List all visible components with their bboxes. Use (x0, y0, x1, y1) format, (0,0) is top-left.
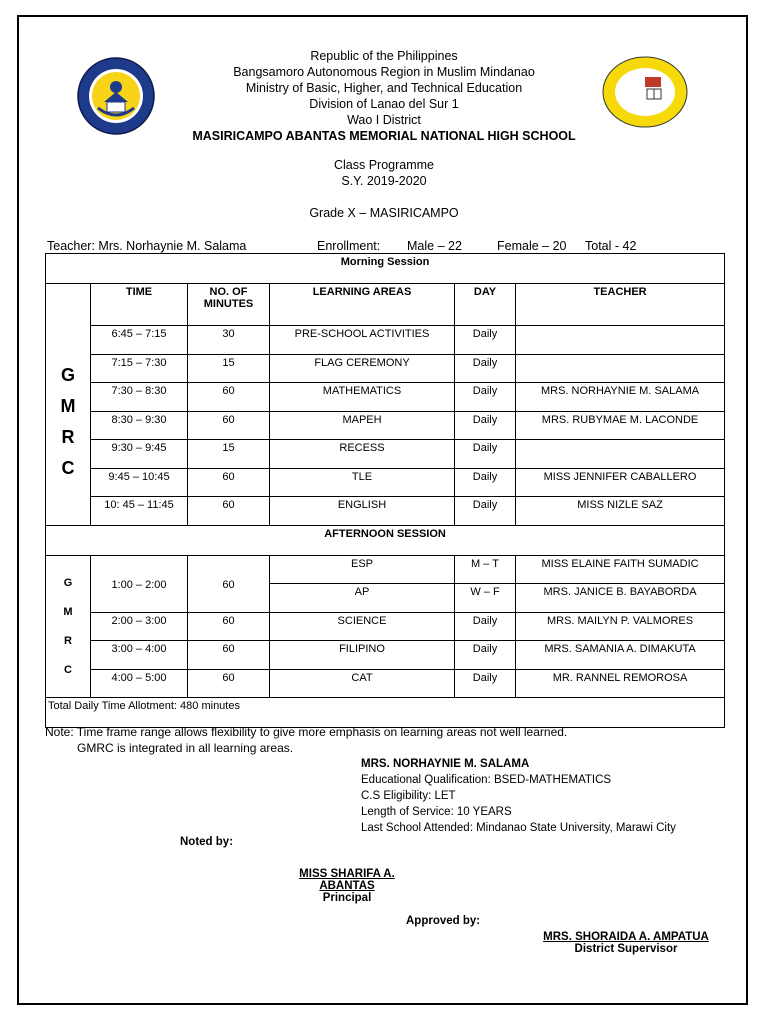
teacher-info-block (361, 756, 676, 836)
gmrc-letter: R (64, 635, 72, 648)
document-header (0, 48, 768, 144)
teacher-label: Teacher: Mrs. Norhaynie M. Salama (47, 239, 247, 253)
area-cell: FILIPINO (270, 641, 455, 670)
teacher-cell: MISS JENNIFER CABALLERO (516, 468, 725, 497)
teacher-cell: MRS. SAMANIA A. DIMAKUTA (516, 641, 725, 670)
time-cell: 2:00 – 3:00 (91, 612, 188, 641)
column-header: LEARNING AREAS (270, 284, 455, 326)
minutes-cell: 60 (188, 411, 270, 440)
minutes-cell: 60 (188, 383, 270, 412)
time-cell: 7:15 – 7:30 (91, 354, 188, 383)
time-cell: 1:00 – 2:00 (91, 555, 188, 612)
area-cell: CAT (270, 669, 455, 698)
school-year: S.Y. 2019-2020 (341, 174, 427, 188)
area-cell: ENGLISH (270, 497, 455, 526)
note-text: Note: Time frame range allows flexibility to give more emphasis on learning areas not well learned. (45, 725, 568, 739)
teacher-cell: MRS. MAILYN P. VALMORES (516, 612, 725, 641)
school-name: MASIRICAMPO ABANTAS MEMORIAL NATIONAL HIGH SCHOOL (192, 129, 576, 143)
day-cell: Daily (455, 468, 516, 497)
program-title: Class Programme (333, 158, 435, 172)
teacher-cell (516, 354, 725, 383)
area-cell: RECESS (270, 440, 455, 469)
teacher-last-school: Last School Attended: Mindanao State University, Marawi City (361, 822, 676, 834)
supervisor-signature (541, 931, 711, 955)
column-header: TEACHER (516, 284, 725, 326)
gmrc-vertical-label-pm (46, 555, 91, 698)
approved-by-label: Approved by: (406, 915, 481, 927)
time-cell: 9:45 – 10:45 (91, 468, 188, 497)
total-allotment-row (46, 698, 725, 728)
teacher-cell: MRS. NORHAYNIE M. SALAMA (516, 383, 725, 412)
principal-title: Principal (322, 892, 372, 904)
area-cell: FLAG CEREMONY (270, 354, 455, 383)
table-row (46, 555, 725, 584)
grade-section: Grade X – MASIRICAMPO (309, 206, 459, 220)
table-row (46, 468, 725, 497)
teacher-eligibility: C.S Eligibility: LET (361, 790, 456, 802)
time-cell: 8:30 – 9:30 (91, 411, 188, 440)
day-cell: Daily (455, 440, 516, 469)
teacher-cell: MRS. JANICE B. BAYABORDA (516, 584, 725, 613)
table-row (46, 612, 725, 641)
teacher-cell (516, 440, 725, 469)
minutes-cell: 15 (188, 440, 270, 469)
gmrc-letter: R (61, 427, 75, 448)
day-cell: Daily (455, 354, 516, 383)
table-row (46, 497, 725, 526)
principal-name: MISS SHARIFA A. ABANTAS (299, 868, 395, 892)
column-header: DAY (455, 284, 516, 326)
header-line: Wao I District (347, 113, 421, 127)
supervisor-name: MRS. SHORAIDA A. AMPATUA (543, 931, 709, 943)
total-allotment: Total Daily Time Allotment: 480 minutes (46, 698, 725, 728)
day-cell: Daily (455, 641, 516, 670)
noted-by-label: Noted by: (180, 836, 234, 848)
minutes-cell: 30 (188, 326, 270, 355)
morning-session-title: Morning Session (46, 254, 725, 284)
teacher-cell: MR. RANNEL REMOROSA (516, 669, 725, 698)
area-cell: PRE-SCHOOL ACTIVITIES (270, 326, 455, 355)
column-header: TIME (91, 284, 188, 326)
column-header: NO. OF MINUTES (188, 284, 270, 326)
day-cell: M – T (455, 555, 516, 584)
area-cell: MAPEH (270, 411, 455, 440)
time-cell: 4:00 – 5:00 (91, 669, 188, 698)
table-row (46, 411, 725, 440)
teacher-cell (516, 326, 725, 355)
gmrc-letter: C (61, 458, 75, 479)
male-count: Male – 22 (407, 239, 462, 253)
time-cell: 9:30 – 9:45 (91, 440, 188, 469)
supervisor-title: District Supervisor (574, 943, 678, 955)
day-cell: Daily (455, 612, 516, 641)
time-cell: 6:45 – 7:15 (91, 326, 188, 355)
gmrc-letter: C (64, 664, 72, 677)
teacher-cell: MRS. RUBYMAE M. LACONDE (516, 411, 725, 440)
gmrc-vertical-label (46, 284, 91, 526)
header-line: Bangsamoro Autonomous Region in Muslim Mindanao (233, 65, 535, 79)
gmrc-letter: M (60, 396, 76, 417)
notes-block (45, 724, 567, 756)
time-cell: 10: 45 – 11:45 (91, 497, 188, 526)
teacher-service: Length of Service: 10 YEARS (361, 806, 512, 818)
header-line: Ministry of Basic, Higher, and Technical Education (245, 81, 523, 95)
header-line: Republic of the Philippines (310, 49, 458, 63)
principal-signature (272, 868, 422, 904)
day-cell: W – F (455, 584, 516, 613)
enrollment-label: Enrollment: (317, 239, 381, 253)
table-row (46, 641, 725, 670)
note-text: GMRC is integrated in all learning areas. (77, 741, 294, 755)
teacher-qualification: Educational Qualification: BSED-MATHEMATICS (361, 774, 612, 786)
minutes-cell: 60 (188, 669, 270, 698)
afternoon-session-title: AFTERNOON SESSION (46, 525, 725, 555)
day-cell: Daily (455, 497, 516, 526)
table-row (46, 354, 725, 383)
table-row (46, 440, 725, 469)
gmrc-letter: M (63, 606, 73, 619)
table-row (46, 383, 725, 412)
table-row (46, 326, 725, 355)
minutes-cell: 60 (188, 555, 270, 612)
teacher-cell: MISS NIZLE SAZ (516, 497, 725, 526)
teacher-cell: MISS ELAINE FAITH SUMADIC (516, 555, 725, 584)
day-cell: Daily (455, 669, 516, 698)
gmrc-letter: G (60, 365, 75, 386)
teacher-name: MRS. NORHAYNIE M. SALAMA (361, 758, 530, 770)
gmrc-letter: G (63, 577, 73, 590)
area-cell: SCIENCE (270, 612, 455, 641)
area-cell: TLE (270, 468, 455, 497)
area-cell: MATHEMATICS (270, 383, 455, 412)
total-count: Total - 42 (585, 239, 637, 253)
area-cell: AP (270, 584, 455, 613)
column-header-row (46, 284, 725, 326)
time-cell: 3:00 – 4:00 (91, 641, 188, 670)
minutes-cell: 60 (188, 612, 270, 641)
female-count: Female – 20 (497, 239, 567, 253)
afternoon-session-row (46, 525, 725, 555)
day-cell: Daily (455, 411, 516, 440)
area-cell: ESP (270, 555, 455, 584)
class-schedule-table (45, 253, 725, 728)
day-cell: Daily (455, 326, 516, 355)
morning-session-row (46, 254, 725, 284)
minutes-cell: 60 (188, 468, 270, 497)
time-cell: 7:30 – 8:30 (91, 383, 188, 412)
minutes-cell: 15 (188, 354, 270, 383)
minutes-cell: 60 (188, 641, 270, 670)
header-line: Division of Lanao del Sur 1 (309, 97, 459, 111)
day-cell: Daily (455, 383, 516, 412)
table-row (46, 669, 725, 698)
minutes-cell: 60 (188, 497, 270, 526)
